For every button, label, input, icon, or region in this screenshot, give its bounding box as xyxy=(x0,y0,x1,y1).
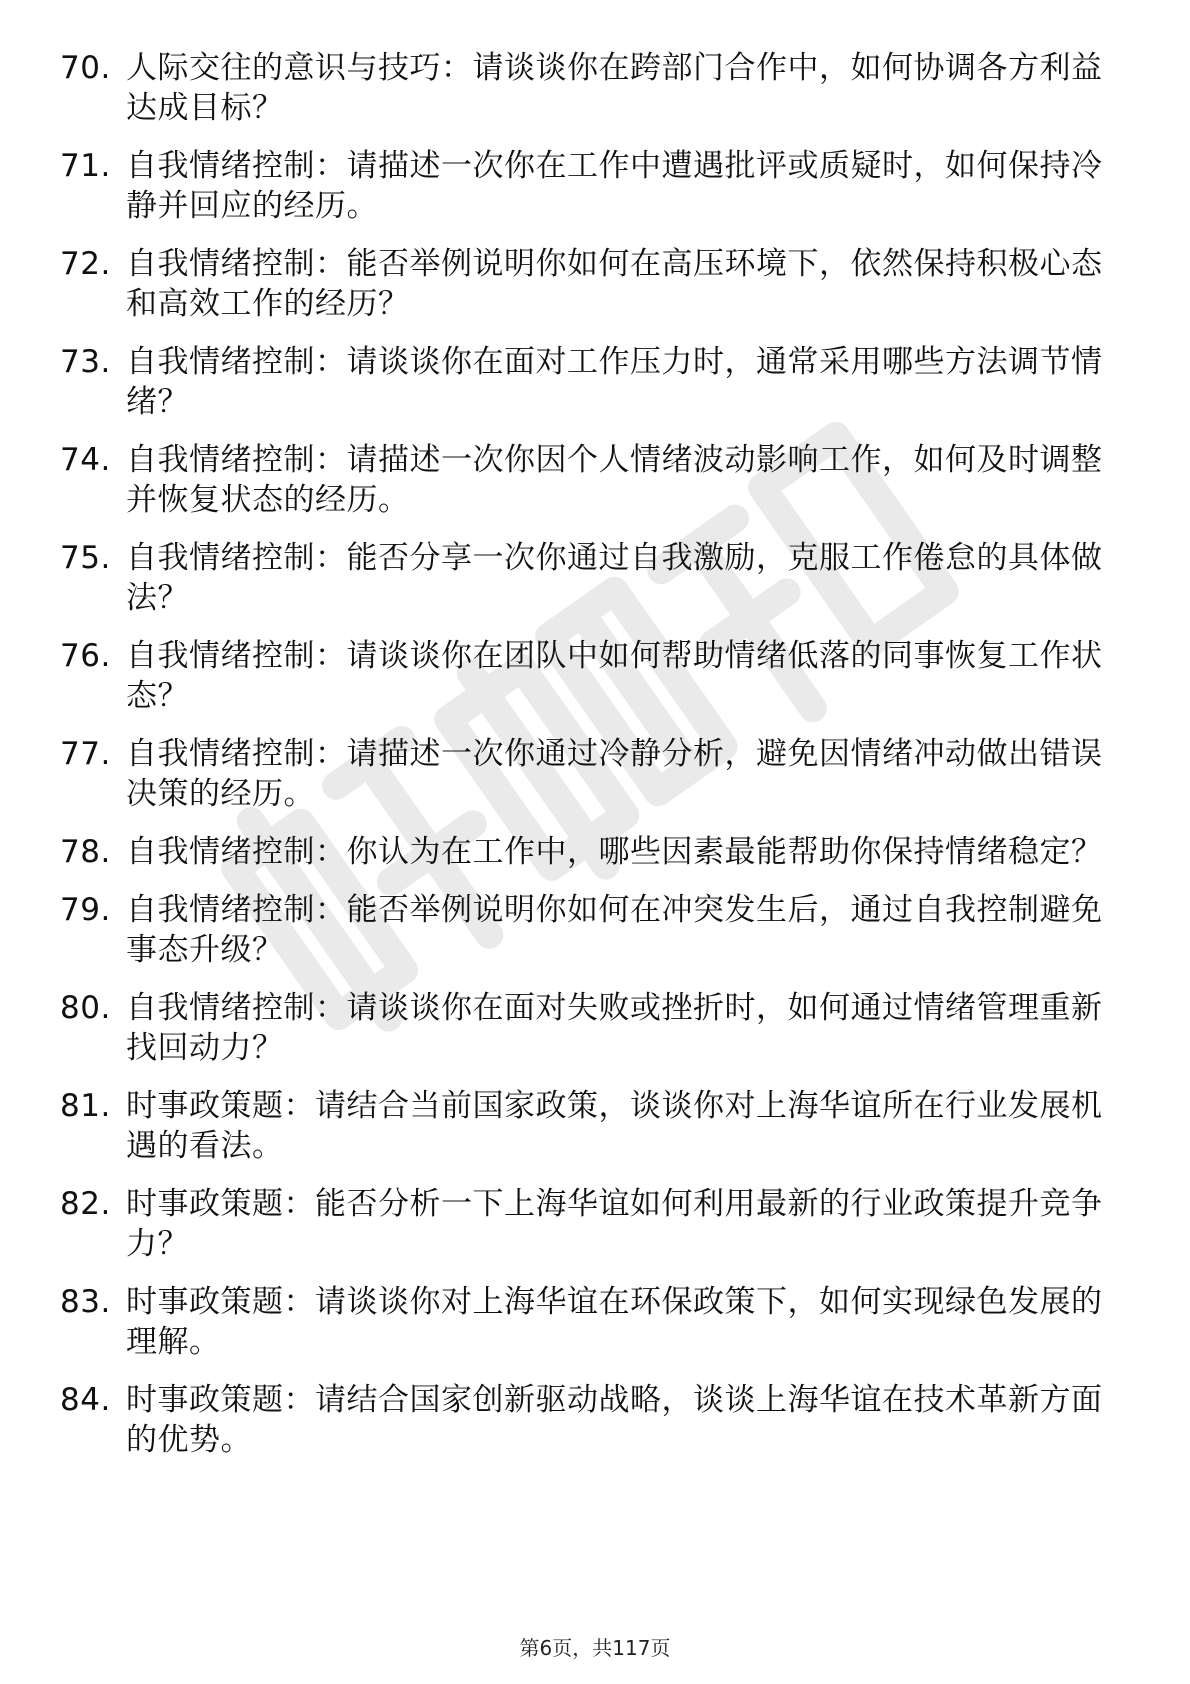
question-item xyxy=(60,636,1120,716)
question-number: 70. xyxy=(60,50,111,86)
question-text: 自我情绪控制：能否分享一次你通过自我激励，克服工作倦怠的具体做法？ xyxy=(126,540,1103,616)
question-text: 时事政策题：请谈谈你对上海华谊在环保政策下，如何实现绿色发展的理解。 xyxy=(126,1284,1103,1360)
question-text: 时事政策题：请结合国家创新驱动战略，谈谈上海华谊在技术革新方面的优势。 xyxy=(126,1382,1103,1458)
question-number: 79. xyxy=(60,892,111,928)
question-number: 81. xyxy=(60,1088,111,1124)
question-text: 人际交往的意识与技巧：请谈谈你在跨部门合作中，如何协调各方利益达成目标？ xyxy=(126,50,1103,126)
question-text: 自我情绪控制：能否举例说明你如何在冲突发生后，通过自我控制避免事态升级？ xyxy=(126,892,1103,968)
question-item xyxy=(60,1086,1120,1166)
question-item xyxy=(60,342,1120,422)
question-item xyxy=(60,734,1120,814)
question-item xyxy=(60,244,1120,324)
question-text: 自我情绪控制：请谈谈你在面对失败或挫折时，如何通过情绪管理重新找回动力？ xyxy=(126,990,1103,1066)
question-number: 82. xyxy=(60,1186,111,1222)
question-number: 83. xyxy=(60,1284,111,1320)
question-item xyxy=(60,538,1120,618)
question-item xyxy=(60,988,1120,1068)
question-number: 80. xyxy=(60,990,111,1026)
question-number: 73. xyxy=(60,344,111,380)
question-number: 74. xyxy=(60,442,111,478)
question-number: 71. xyxy=(60,148,111,184)
question-item xyxy=(60,48,1120,128)
question-number: 76. xyxy=(60,638,111,674)
question-number: 77. xyxy=(60,736,111,772)
question-text: 自我情绪控制：请描述一次你通过冷静分析，避免因情绪冲动做出错误决策的经历。 xyxy=(126,736,1103,812)
question-number: 84. xyxy=(60,1382,111,1418)
question-list xyxy=(60,48,1120,1478)
question-item xyxy=(60,1184,1120,1264)
question-text: 自我情绪控制：请谈谈你在团队中如何帮助情绪低落的同事恢复工作状态？ xyxy=(126,638,1103,714)
question-text: 自我情绪控制：请描述一次你因个人情绪波动影响工作，如何及时调整并恢复状态的经历。 xyxy=(126,442,1103,518)
question-item xyxy=(60,440,1120,520)
question-item xyxy=(60,1380,1120,1460)
question-text: 自我情绪控制：能否举例说明你如何在高压环境下，依然保持积极心态和高效工作的经历？ xyxy=(126,246,1103,322)
question-item xyxy=(60,146,1120,226)
question-text: 自我情绪控制：你认为在工作中，哪些因素最能帮助你保持情绪稳定？ xyxy=(126,834,1103,870)
question-text: 自我情绪控制：请谈谈你在面对工作压力时，通常采用哪些方法调节情绪？ xyxy=(126,344,1103,420)
question-text: 时事政策题：请结合当前国家政策，谈谈你对上海华谊所在行业发展机遇的看法。 xyxy=(126,1088,1103,1164)
question-number: 72. xyxy=(60,246,111,282)
question-text: 自我情绪控制：请描述一次你在工作中遭遇批评或质疑时，如何保持冷静并回应的经历。 xyxy=(126,148,1103,224)
question-item xyxy=(60,890,1120,970)
question-item xyxy=(60,1282,1120,1362)
question-number: 78. xyxy=(60,834,111,870)
question-text: 时事政策题：能否分析一下上海华谊如何利用最新的行业政策提升竞争力？ xyxy=(126,1186,1103,1262)
question-number: 75. xyxy=(60,540,111,576)
page-indicator: 第6页，共117页 xyxy=(519,1636,671,1660)
question-item xyxy=(60,832,1120,872)
